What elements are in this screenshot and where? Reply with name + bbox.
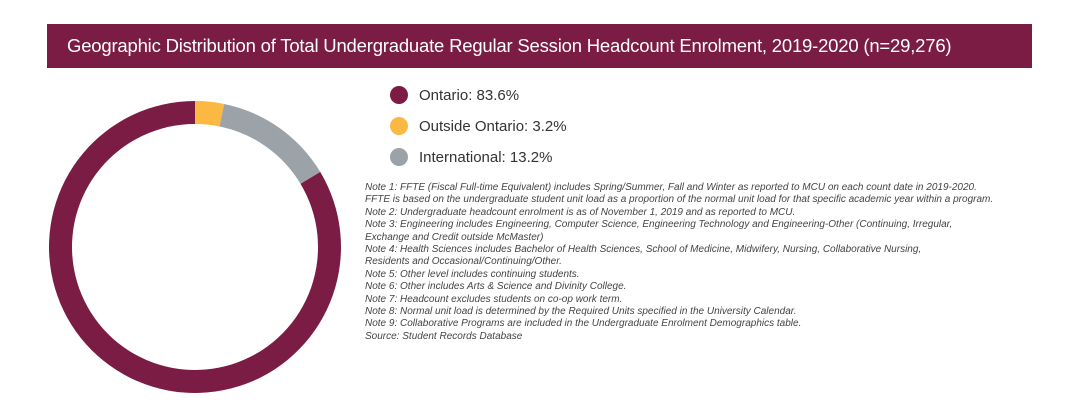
note-line: Source: Student Records Database [365, 330, 523, 342]
note-line: FFTE is based on the undergraduate student unit load as a proportion of the normal unit load for that specific academic year within a program. [365, 194, 994, 206]
legend-label-international: International: 13.2% [419, 148, 553, 166]
legend-item-outside-ontario [390, 111, 567, 141]
legend-label-ontario: Ontario: 83.6% [419, 86, 520, 104]
legend-swatch-outside-ontario [390, 117, 408, 135]
donut-slice-outside-ontario [195, 101, 224, 126]
note-line: Note 8: Normal unit load is determined by the Required Units specified in the University Calendar. [365, 306, 797, 318]
note-line: Note 3: Engineering includes Engineering, Computer Science, Engineering Technology and Engineering-Other (Continuing, Irregular, [365, 219, 953, 231]
chart-title: Geographic Distribution of Total Undergraduate Regular Session Headcount Enrolment, 2019-2020 (n=29,276) [67, 35, 952, 56]
note-line: Residents and Occasional/Continuing/Other. [365, 256, 562, 268]
legend-swatch-international [390, 148, 408, 166]
note-line: Note 4: Health Sciences includes Bachelor of Health Sciences, School of Medicine, Midwifery, Nursing, Collaborative Nursing, [365, 244, 922, 256]
note-line: Note 7: Headcount excludes students on co-op work term. [365, 293, 623, 305]
note-line: Note 9: Collaborative Programs are included in the Undergraduate Enrolment Demographics table. [365, 318, 802, 330]
note-line: Note 6: Other includes Arts & Science and Divinity College. [365, 281, 627, 293]
donut-slice-international [220, 104, 321, 184]
legend-item-international [390, 142, 567, 172]
note-line: Note 1: FFTE (Fiscal Full-time Equivalent) includes Spring/Summer, Fall and Winter as reported to MCU on each count date in 2019-2020. [365, 182, 977, 193]
legend-label-outside-ontario: Outside Ontario: 3.2% [419, 117, 567, 135]
chart-title-banner [47, 24, 1032, 68]
legend-swatch-ontario [390, 86, 408, 104]
footnotes [365, 182, 1065, 343]
note-line: Exchange and Credit outside McMaster) [365, 231, 544, 243]
donut-chart [45, 97, 345, 397]
chart-legend [390, 80, 567, 173]
note-line: Note 5: Other level includes continuing students. [365, 268, 580, 280]
legend-item-ontario [390, 80, 567, 110]
note-line: Note 2: Undergraduate headcount enrolment is as of November 1, 2019 and as reported to MCU. [365, 206, 796, 218]
